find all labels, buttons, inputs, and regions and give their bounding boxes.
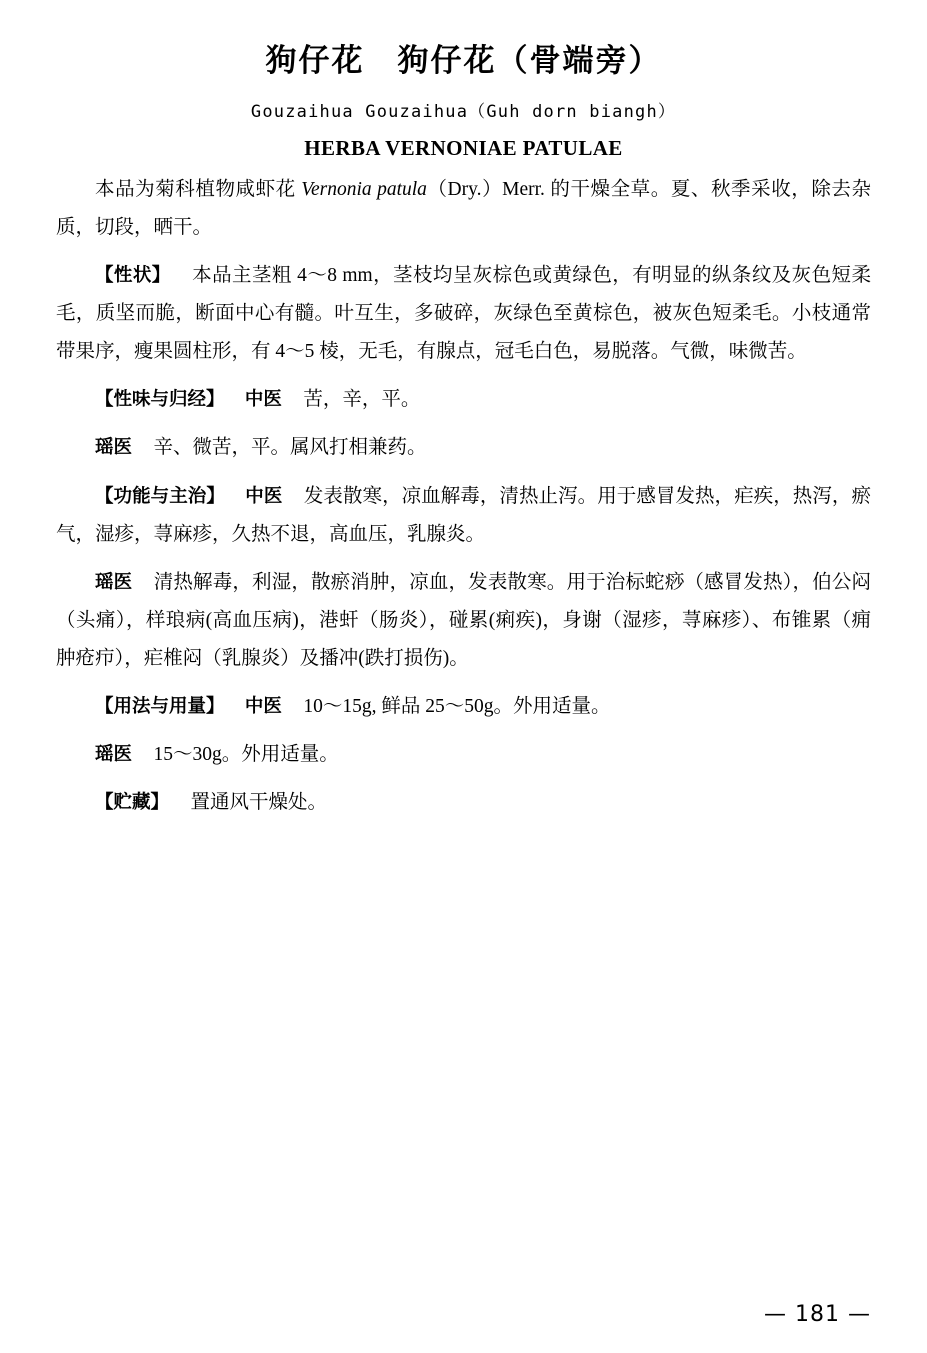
section-gongneng-yaoyi bbox=[56, 564, 871, 678]
page-number: — 181 — bbox=[764, 1302, 871, 1327]
section-subheading: 中医 bbox=[244, 695, 282, 717]
section-heading: 【功能与主治】 bbox=[95, 485, 225, 507]
section-body: 置通风干燥处。 bbox=[190, 791, 327, 813]
section-yongfa-yaoyi bbox=[56, 736, 871, 774]
section-body: 发表散寒，凉血解毒，清热止泻。用于感冒发热，疟疾，热泻，瘀气，湿疹，荨麻疹，久热不退，高血压，乳腺炎。 bbox=[56, 485, 871, 545]
section-heading: 【用法与用量】 bbox=[95, 695, 225, 717]
intro-paragraph bbox=[56, 171, 871, 247]
section-yongfa-yongliang bbox=[56, 688, 871, 726]
section-heading: 【性味与归经】 bbox=[95, 389, 225, 411]
section-heading: 【贮藏】 bbox=[95, 791, 170, 813]
intro-part2: （Dry.）Merr. 的干燥全草。夏、秋季采收，除去杂质，切段，晒干。 bbox=[56, 179, 871, 239]
section-body: 清热解毒，利湿，散瘀消肿，凉血，发表散寒。用于治标蛇痧（感冒发热），伯公闷（头痛），样琅病(高血压病)，港虷（肠炎），碰累(痢疾)，身谢（湿疹，荨麻疹）、布锥累（痈肿疮疖），疟椎闷（乳腺炎）及播冲(跌打损伤)。 bbox=[56, 571, 871, 669]
section-xingwei-guijing bbox=[56, 381, 871, 419]
section-subheading: 瑶医 bbox=[95, 743, 133, 765]
section-body: 15～30g。外用适量。 bbox=[153, 743, 339, 765]
section-zhucang bbox=[56, 784, 871, 822]
page-title: 狗仔花 狗仔花（骨端旁） bbox=[265, 43, 662, 79]
section-body: 10～15g, 鲜品 25～50g。外用适量。 bbox=[303, 695, 611, 717]
title-pinyin: Gouzaihua Gouzaihua（Guh dorn biangh） bbox=[250, 102, 677, 123]
intro-part1: 本品为菊科植物咸虾花 bbox=[95, 179, 302, 201]
section-subheading: 中医 bbox=[244, 389, 282, 411]
section-gongneng-zhuzhi bbox=[56, 478, 871, 554]
title-latin: HERBA VERNONIAE PATULAE bbox=[304, 136, 623, 161]
section-body: 苦，辛，平。 bbox=[303, 389, 421, 411]
section-subheading: 瑶医 bbox=[95, 571, 133, 593]
scientific-name: Vernonia patula bbox=[301, 179, 427, 201]
section-body: 本品主茎粗 4～8 mm，茎枝均呈灰棕色或黄绿色，有明显的纵条纹及灰色短柔毛，质坚而脆，断面中心有髓。叶互生，多破碎，灰绿色至黄棕色，被灰色短柔毛。小枝通常带果序，瘦果圆柱形，有 4～5 棱，无毛，有腺点，冠毛白色，易脱落。气微，味微苦。 bbox=[56, 265, 871, 363]
section-subheading: 中医 bbox=[245, 485, 283, 507]
section-body: 辛、微苦，平。属风打相兼药。 bbox=[153, 437, 427, 459]
section-heading: 【性状】 bbox=[95, 265, 171, 287]
section-xingwei-yaoyi bbox=[56, 429, 871, 467]
section-xingzhuang bbox=[56, 257, 871, 371]
section-subheading: 瑶医 bbox=[95, 437, 133, 459]
